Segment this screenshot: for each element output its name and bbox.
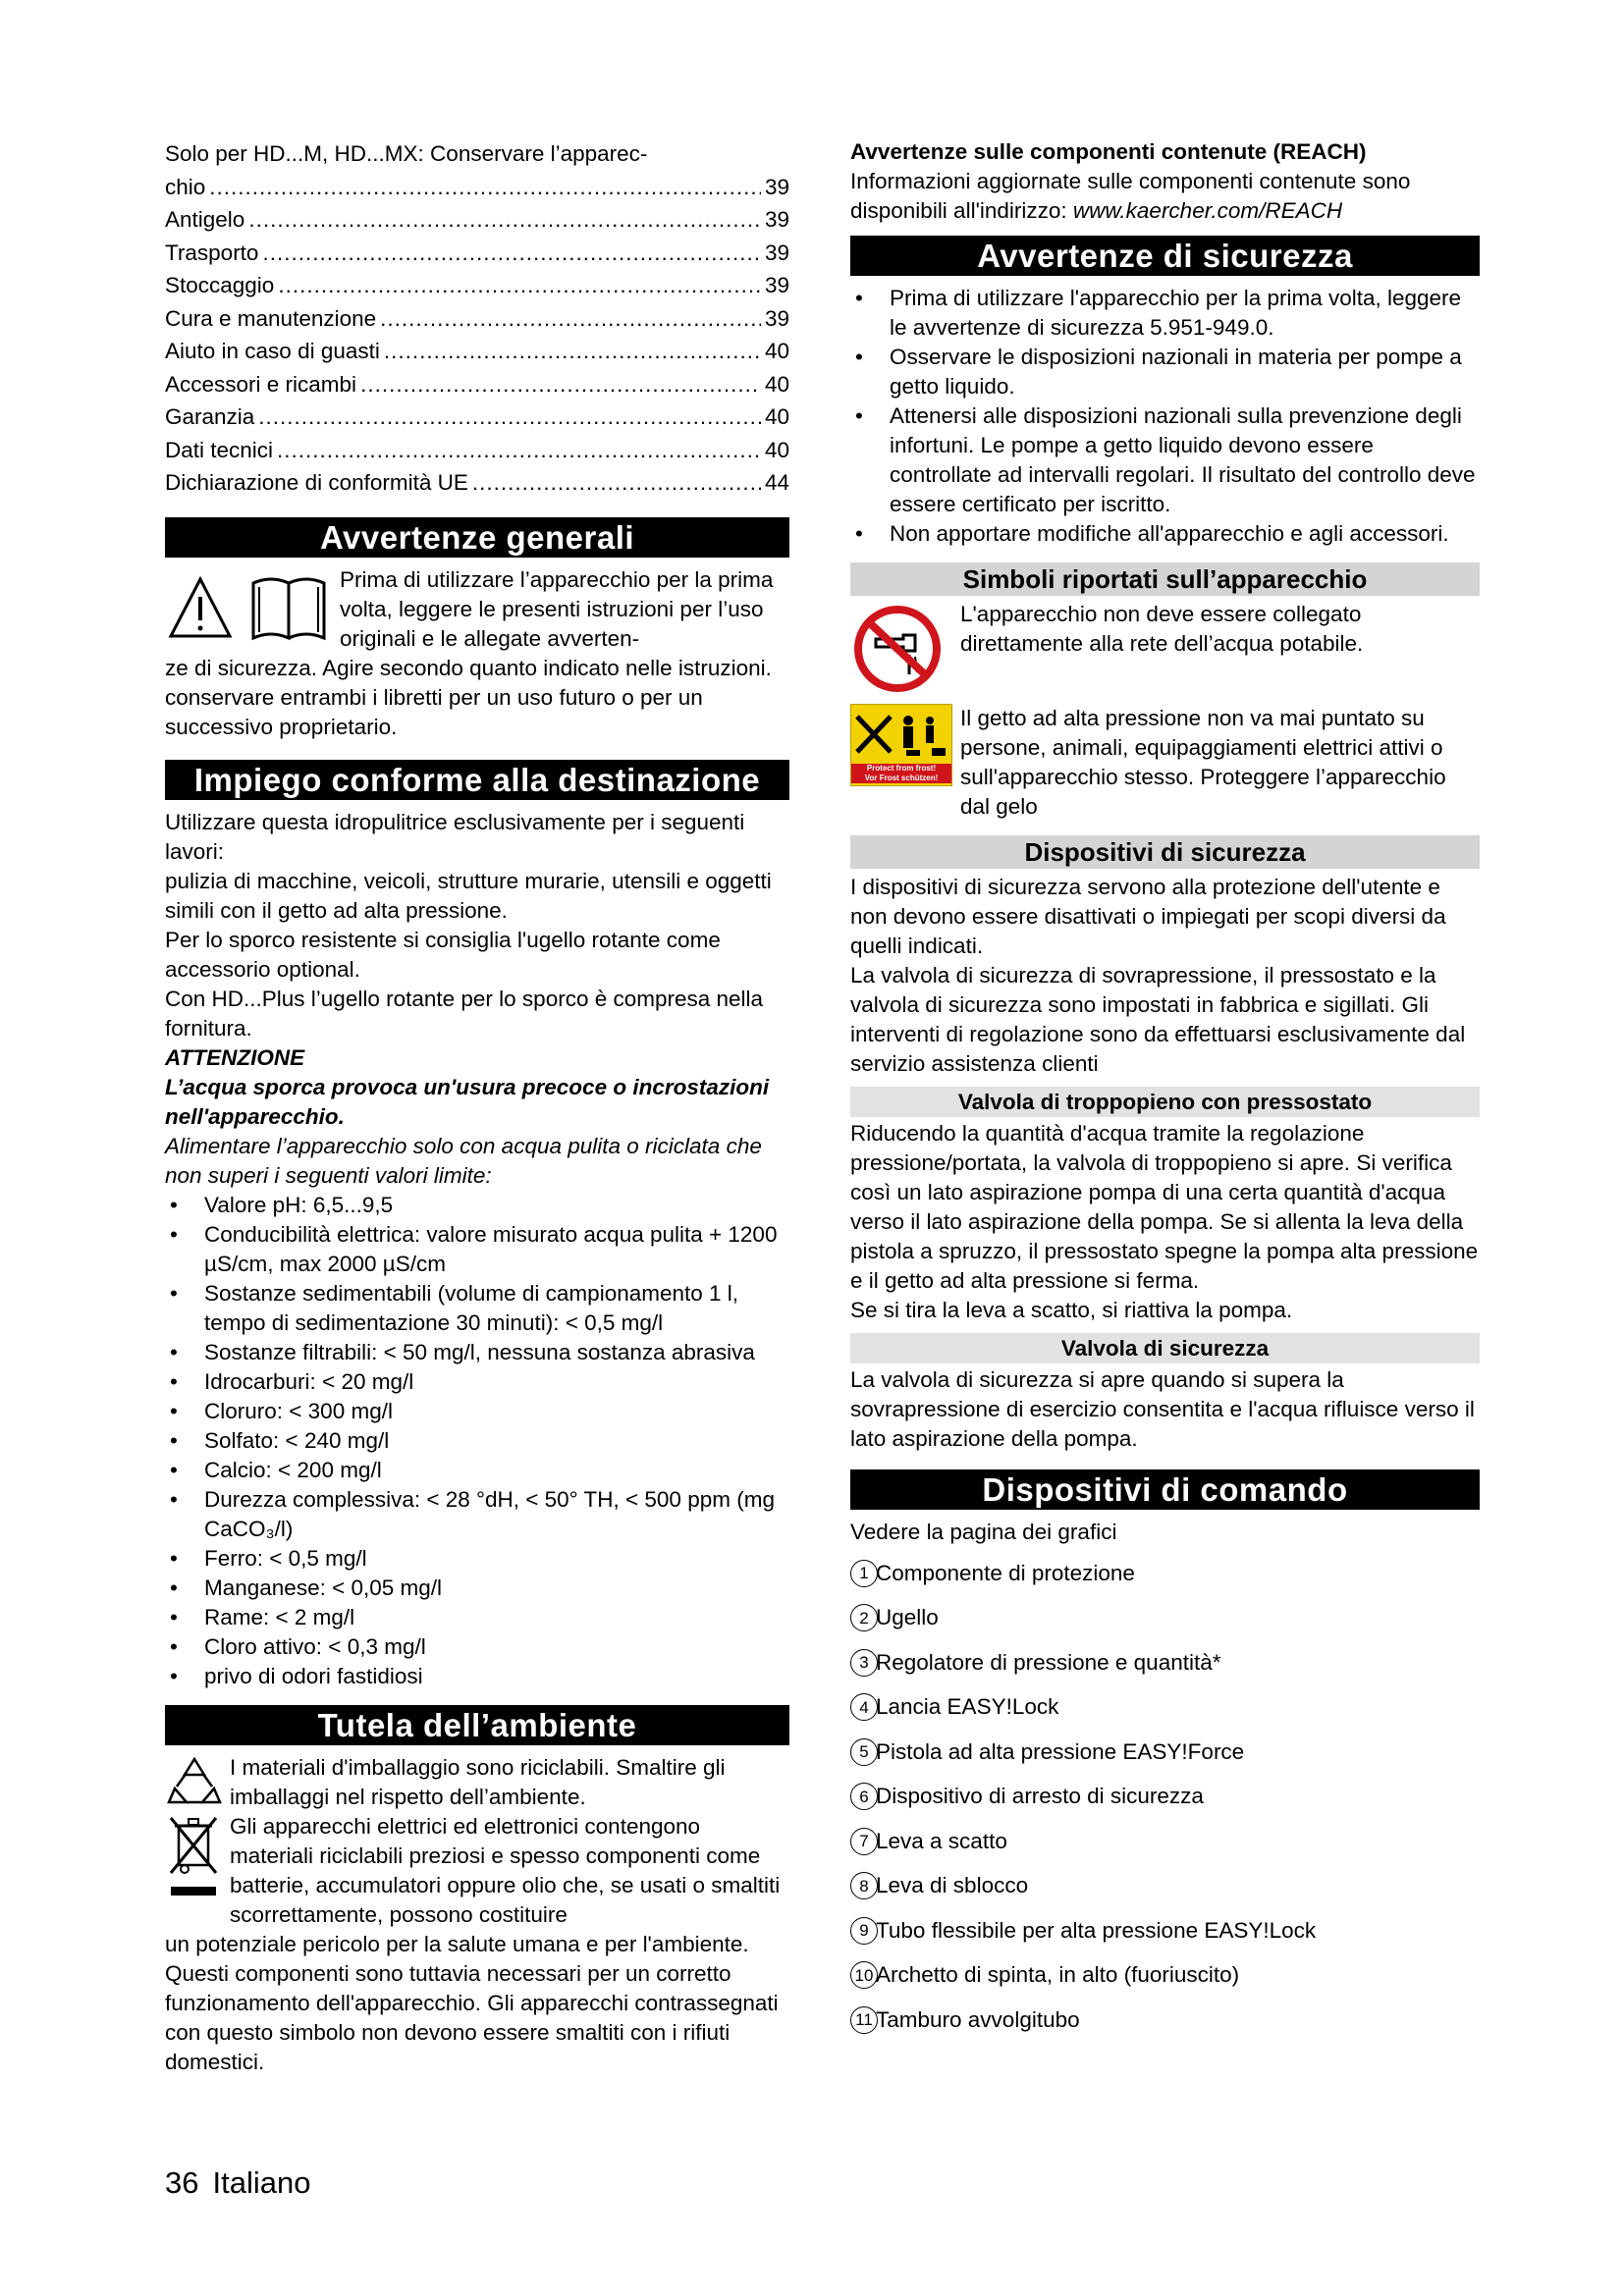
toc-entry[interactable]: Aiuto in caso di guasti ..... 40	[165, 335, 789, 368]
heading-safety-instructions: Avvertenze di sicurezza	[850, 236, 1480, 276]
general-warning-continued: ze di sicurezza. Agire secondo quanto indicato nelle istruzioni.	[165, 655, 772, 680]
heading-safety-valve: Valvola di sicurezza	[850, 1333, 1480, 1363]
weee-block	[165, 1812, 789, 1930]
number-badge: 8	[850, 1872, 878, 1899]
number-badge: 4	[850, 1693, 878, 1721]
intended-use-p2: pulizia di macchine, veicoli, strutture murarie, utensili e oggetti simili con il getto ad alta pressione.	[165, 868, 772, 923]
symbol-no-potable-water	[850, 600, 1480, 696]
overflow-p2: Se si tira la leva a scatto, si riattiva la pompa.	[850, 1298, 1293, 1322]
toc-entry[interactable]: Dichiarazione di conformità UE ..... 44	[165, 466, 789, 500]
footer-language: Italiano	[212, 2165, 311, 2200]
overflow-p1: Riducendo la quantità d'acqua tramite la regolazione pressione/portata, la valvola di troppopieno si apre. Si verifica così un lato aspirazione pompa di una certa quantità d'acqua verso il lato aspirazione della pompa. Se si allenta la leva della pistola a spruzzo, il pressostato spegne la pompa alta pressione e il getto ad alta pressione si ferma.	[850, 1121, 1479, 1293]
legend-item: 2 Ugello	[850, 1596, 1480, 1641]
list-item: • Cloro attivo: < 0,3 mg/l	[165, 1632, 789, 1662]
controls-intro: Vedere la pagina dei grafici	[850, 1520, 1117, 1544]
symbol-no-jet-at-people	[850, 704, 1480, 822]
recycle-text: I materiali d'imballaggio sono riciclabili. Smaltire gli imballaggi nel rispetto dell’ambiente.	[230, 1754, 726, 1809]
legend-item: 4 Lancia EASY!Lock	[850, 1685, 1480, 1731]
legend-item: 9 Tubo flessibile per alta pressione EASY!Lock	[850, 1908, 1480, 1953]
intended-use-p4: Con HD...Plus l’ugello rotante per lo sporco è compresa nella fornitura.	[165, 986, 764, 1041]
legend-item: 7 Leva a scatto	[850, 1819, 1480, 1864]
reach-text: Informazioni aggiornate sulle componenti contenute sono disponibili all'indirizzo: www.kaercher.com/REACH	[850, 169, 1411, 223]
toc-entry[interactable]: Dati tecnici ..... 40	[165, 434, 789, 467]
list-item: • Durezza complessiva: < 28 °dH, < 50° TH, < 500 ppm (mg CaCO₃/l)	[165, 1485, 789, 1544]
symbol-2-text: Il getto ad alta pressione non va mai puntato su persone, animali, equipaggiamenti elettrici attivi o sull'apparecchio stesso. Proteggere l’apparecchio dal gelo	[960, 706, 1446, 819]
toc-entry[interactable]: Garanzia ..... 40	[165, 400, 789, 434]
list-item: • Calcio: < 200 mg/l	[165, 1456, 789, 1485]
number-badge: 3	[850, 1649, 878, 1677]
toc-entry[interactable]: Cura e manutenzione ..... 39	[165, 302, 789, 336]
toc-entry[interactable]: Trasporto ..... 39	[165, 237, 789, 270]
legend-item: 3 Regolatore di pressione e quantità*	[850, 1640, 1480, 1685]
page-footer	[165, 2163, 324, 2203]
recycle-icon	[165, 1753, 230, 1808]
heading-environment: Tutela dell’ambiente	[165, 1705, 789, 1745]
list-item: • Cloruro: < 300 mg/l	[165, 1397, 789, 1426]
list-item: • Valore pH: 6,5...9,5	[165, 1191, 789, 1220]
list-item: • Rame: < 2 mg/l	[165, 1603, 789, 1632]
legend-item: 11 Tamburo avvolgitubo	[850, 1998, 1480, 2043]
safety-valve-p1: La valvola di sicurezza si apre quando si supera la sovrapressione di esercizio consentita e l'acqua rifluisce verso il lato aspirazione della pompa.	[850, 1367, 1475, 1451]
list-item: • Idrocarburi: < 20 mg/l	[165, 1367, 789, 1397]
toc-entry[interactable]: Accessori e ricambi ..... 40	[165, 368, 789, 401]
general-keep-manuals: conservare entrambi i libretti per un uso futuro o per un successivo proprietario.	[165, 684, 703, 739]
frost-label: Protect from frost! Vor Frost schützen!	[851, 764, 951, 783]
reach-link[interactable]: www.kaercher.com/REACH	[1072, 198, 1343, 223]
controls-legend	[850, 1551, 1480, 2043]
legend-item: 5 Pistola ad alta pressione EASY!Force	[850, 1730, 1480, 1775]
number-badge: 2	[850, 1604, 878, 1631]
jet-warning-and-frost-label-icon	[850, 704, 960, 812]
toc-first-line: Solo per HD...M, HD...MX: Conservare l’apparec-	[165, 141, 648, 166]
page-number: 36	[165, 2165, 199, 2200]
intended-use-p3: Per lo sporco resistente si consiglia l'ugello rotante come accessorio optional.	[165, 927, 721, 982]
safety-devices-p2: La valvola di sicurezza di sovrapressione, il pressostato e la valvola di sicurezza sono impostati in fabbrica e sigillati. Gli interventi di regolazione sono da effettuarsi esclusivamente dal servizio assistenza clienti	[850, 963, 1466, 1076]
left-column	[165, 137, 789, 2077]
toc-entry[interactable]: chio ..... 39	[165, 171, 789, 204]
safety-devices-p1: I dispositivi di sicurezza servono alla protezione dell'utente e non devono essere disattivati o impiegati per scopi diversi da quelli indicati.	[850, 875, 1446, 958]
list-item: • Prima di utilizzare l'apparecchio per la prima volta, leggere le avvertenze di sicurezza 5.951-949.0.	[850, 284, 1480, 343]
legend-item: 10 Archetto di spinta, in alto (fuoriuscito)	[850, 1953, 1480, 1999]
warning-and-manual-icon	[165, 565, 340, 654]
list-item: • Ferro: < 0,5 mg/l	[165, 1544, 789, 1574]
general-warning-block	[165, 565, 789, 654]
list-item: • privo di odori fastidiosi	[165, 1662, 789, 1691]
list-item: • Non apportare modifiche all'apparecchio e agli accessori.	[850, 519, 1480, 549]
general-warning-text: Prima di utilizzare l’apparecchio per la prima volta, leggere le presenti istruzioni per l’uso originali e le allegate avverten-	[340, 566, 774, 651]
legend-item: 6 Dispositivo di arresto di sicurezza	[850, 1775, 1480, 1820]
heading-general-warnings: Avvertenze generali	[165, 517, 789, 558]
heading-overflow-valve: Valvola di troppopieno con pressostato	[850, 1087, 1480, 1117]
number-badge: 6	[850, 1783, 878, 1810]
legend-item: 1 Componente di protezione	[850, 1551, 1480, 1596]
no-drinking-water-connection-icon	[850, 600, 960, 696]
weee-continued: un potenziale pericolo per la salute umana e per l'ambiente. Questi componenti sono tuttavia necessari per un corretto funzionamento dell'apparecchio. Gli apparecchi contrassegnati con questo simbolo non devono essere smaltiti con i rifiuti domestici.	[165, 1931, 779, 2074]
toc-entry[interactable]: Stoccaggio ..... 39	[165, 269, 789, 302]
heading-intended-use: Impiego conforme alla destinazione	[165, 760, 789, 800]
right-column	[850, 137, 1480, 2043]
number-badge: 11	[850, 2006, 878, 2034]
number-badge: 9	[850, 1917, 878, 1945]
list-item: • Solfato: < 240 mg/l	[165, 1426, 789, 1456]
recycle-block	[165, 1753, 789, 1812]
list-item: • Sostanze sedimentabili (volume di campionamento 1 l, tempo di sedimentazione 30 minuti): < 0,5 mg/l	[165, 1279, 789, 1338]
reach-heading: Avvertenze sulle componenti contenute (REACH)	[850, 139, 1367, 164]
legend-item: 8 Leva di sblocco	[850, 1864, 1480, 1909]
number-badge: 5	[850, 1738, 878, 1766]
number-badge: 10	[850, 1961, 878, 1989]
intended-use-p1: Utilizzare questa idropulitrice esclusivamente per i seguenti lavori:	[165, 809, 745, 864]
list-item: • Osservare le disposizioni nazionali in materia per pompe a getto liquido.	[850, 343, 1480, 401]
heading-device-symbols: Simboli riportati sull’apparecchio	[850, 562, 1480, 596]
list-item: • Attenersi alle disposizioni nazionali sulla prevenzione degli infortuni. Le pompe a getto liquido devono essere controllate ad intervalli regolari. Il risultato del controllo deve essere certificato per iscritto.	[850, 401, 1480, 519]
water-instruction: Alimentare l’apparecchio solo con acqua pulita o riciclata che non superi i seguenti valori limite:	[165, 1133, 762, 1188]
table-of-contents	[165, 137, 789, 500]
number-badge: 1	[850, 1560, 878, 1587]
weee-text: Gli apparecchi elettrici ed elettronici contengono materiali riciclabili preziosi e spesso componenti come batterie, accumulatori oppure olio che, se usati o smaltiti scorrettamente, possono costituire	[230, 1813, 781, 1927]
symbol-1-text: L'apparecchio non deve essere collegato direttamente alla rete dell’acqua potabile.	[960, 602, 1364, 656]
list-item: • Conducibilità elettrica: valore misurato acqua pulita + 1200 µS/cm, max 2000 µS/cm	[165, 1220, 789, 1279]
heading-safety-devices: Dispositivi di sicurezza	[850, 835, 1480, 869]
list-item: • Sostanze filtrabili: < 50 mg/l, nessuna sostanza abrasiva	[165, 1338, 789, 1367]
toc-entry[interactable]: Antigelo ..... 39	[165, 203, 789, 237]
list-item: • Manganese: < 0,05 mg/l	[165, 1574, 789, 1603]
number-badge: 7	[850, 1828, 878, 1855]
water-limit-list	[165, 1191, 789, 1691]
attention-label: ATTENZIONE	[165, 1044, 305, 1070]
attention-warning: L’acqua sporca provoca un'usura precoce o incrostazioni nell'apparecchio.	[165, 1074, 770, 1129]
crossed-bin-icon	[165, 1812, 230, 1930]
safety-list	[850, 284, 1480, 549]
heading-operating-elements: Dispositivi di comando	[850, 1469, 1480, 1510]
